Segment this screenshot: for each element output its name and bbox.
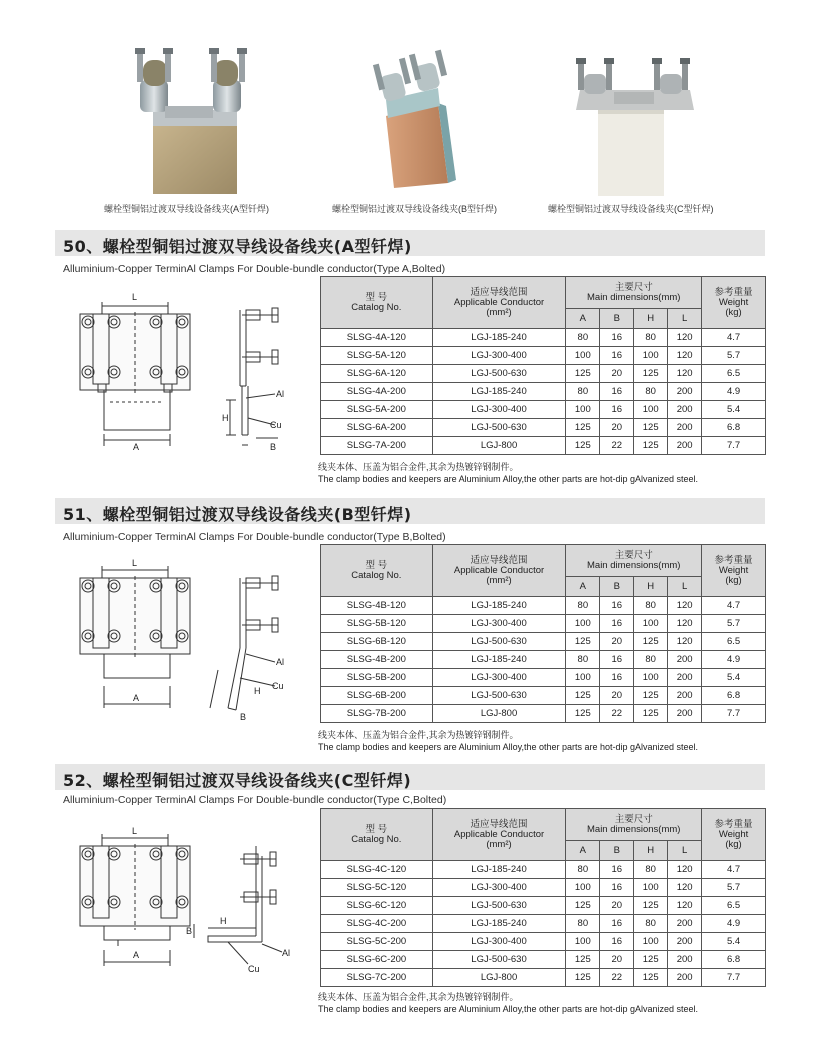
dim-label-h: H xyxy=(222,413,229,423)
table-cell: 100 xyxy=(566,933,600,951)
photo-caption-b: 螺栓型铜铝过渡双导线设备线夹(B型钎焊) xyxy=(332,204,497,214)
header-text: Applicable Conductor xyxy=(453,564,545,576)
table-cell: SLSG-6C-200 xyxy=(321,951,433,969)
dim-label-b: B xyxy=(186,926,193,936)
table-row xyxy=(321,915,766,933)
table-cell: 20 xyxy=(600,419,634,437)
note-en: The clamp bodies and keepers are Aluminium Alloy,the other parts are hot-dip gAlvanized steel. xyxy=(318,742,699,752)
table-cell: 200 xyxy=(668,933,702,951)
table-cell: 100 xyxy=(566,347,600,365)
header-text: L xyxy=(668,841,702,861)
header-text: (mm²) xyxy=(486,574,512,586)
header-text: (kg) xyxy=(725,306,742,318)
table-cell: 5.4 xyxy=(702,933,766,951)
section-title: 51、螺栓型铜铝过渡双导线设备线夹(B型钎焊) xyxy=(63,505,412,524)
header-text: 参考重量 xyxy=(714,286,753,298)
table-cell: 6.5 xyxy=(702,897,766,915)
header-text: (kg) xyxy=(725,574,742,586)
table-cell: 100 xyxy=(634,669,668,687)
table-cell: 100 xyxy=(634,933,668,951)
section-type-b xyxy=(0,498,826,758)
header-text: 适应导线范围 xyxy=(470,818,528,830)
table-cell: 200 xyxy=(668,705,702,723)
table-cell: LGJ-500-630 xyxy=(432,687,566,705)
table-cell: 80 xyxy=(566,329,600,347)
material-label-al: Al xyxy=(276,657,285,667)
table-cell: LGJ-500-630 xyxy=(432,365,566,383)
dim-label-h: H xyxy=(254,686,261,696)
table-cell: SLSG-4B-120 xyxy=(321,597,433,615)
spec-table-c xyxy=(320,808,766,987)
table-cell: LGJ-185-240 xyxy=(432,651,566,669)
table-cell: 200 xyxy=(668,669,702,687)
table-cell: 125 xyxy=(634,897,668,915)
header-text: 型 号 xyxy=(365,291,388,303)
section-type-c xyxy=(0,764,826,1024)
material-note xyxy=(318,461,698,485)
table-cell: 16 xyxy=(600,879,634,897)
table-row xyxy=(321,615,766,633)
table-cell: 125 xyxy=(634,969,668,987)
material-note xyxy=(318,991,698,1015)
table-cell: SLSG-5A-120 xyxy=(321,347,433,365)
table-cell: 16 xyxy=(600,915,634,933)
table-cell: SLSG-6C-120 xyxy=(321,897,433,915)
table-cell: 5.7 xyxy=(702,347,766,365)
header-text: L xyxy=(668,577,702,597)
section-subtitle: Alluminium-Copper TerminAl Clamps For Double-bundle conductor(Type A,Bolted) xyxy=(63,263,446,275)
header-text: A xyxy=(566,309,600,329)
table-cell: SLSG-6A-200 xyxy=(321,419,433,437)
table-cell: 16 xyxy=(600,597,634,615)
dim-label-a: A xyxy=(133,950,140,960)
table-cell: 200 xyxy=(668,651,702,669)
table-cell: 100 xyxy=(634,401,668,419)
table-cell: LGJ-800 xyxy=(432,437,566,455)
table-cell: 5.7 xyxy=(702,879,766,897)
table-row xyxy=(321,861,766,879)
table-row xyxy=(321,419,766,437)
table-row xyxy=(321,347,766,365)
header-text: 主要尺寸 xyxy=(614,549,653,561)
table-cell: LGJ-500-630 xyxy=(432,419,566,437)
col-header-weight xyxy=(702,277,766,329)
col-header-catalog xyxy=(321,545,433,597)
photo-caption-a: 螺栓型铜铝过渡双导线设备线夹(A型钎焊) xyxy=(104,204,269,214)
table-cell: 125 xyxy=(634,687,668,705)
spec-table-b xyxy=(320,544,766,723)
table-cell: 80 xyxy=(566,597,600,615)
technical-drawing-b xyxy=(60,558,300,733)
header-text: H xyxy=(634,577,668,597)
table-cell: 22 xyxy=(600,705,634,723)
dim-label-a: A xyxy=(133,442,140,452)
table-cell: 20 xyxy=(600,365,634,383)
header-text: Catalog No. xyxy=(351,301,402,313)
table-cell: SLSG-4A-200 xyxy=(321,383,433,401)
table-cell: 125 xyxy=(634,419,668,437)
table-row xyxy=(321,651,766,669)
table-cell: 16 xyxy=(600,347,634,365)
table-cell: 120 xyxy=(668,633,702,651)
table-cell: 6.8 xyxy=(702,419,766,437)
table-cell: LGJ-300-400 xyxy=(432,401,566,419)
table-cell: LGJ-185-240 xyxy=(432,861,566,879)
header-text: H xyxy=(634,841,668,861)
header-text: Main dimensions(mm) xyxy=(587,823,681,835)
note-cn: 线夹本体、压盖为铝合金件,其余为热镀锌钢制件。 xyxy=(318,992,519,1002)
table-cell: 80 xyxy=(634,383,668,401)
col-header-dimensions xyxy=(566,809,702,841)
table-cell: 4.7 xyxy=(702,329,766,347)
table-cell: 200 xyxy=(668,915,702,933)
table-cell: SLSG-6B-200 xyxy=(321,687,433,705)
table-cell: 16 xyxy=(600,615,634,633)
col-header-conductor xyxy=(432,545,566,597)
table-cell: 125 xyxy=(566,951,600,969)
table-cell: 80 xyxy=(566,861,600,879)
header-text: Main dimensions(mm) xyxy=(587,559,681,571)
material-note xyxy=(318,729,698,753)
table-cell: 7.7 xyxy=(702,969,766,987)
header-text: (mm²) xyxy=(486,306,512,318)
table-cell: 120 xyxy=(668,615,702,633)
header-text: Weight xyxy=(718,296,749,308)
table-cell: SLSG-6B-120 xyxy=(321,633,433,651)
product-photos xyxy=(0,0,826,220)
table-cell: 100 xyxy=(566,615,600,633)
table-cell: SLSG-5C-200 xyxy=(321,933,433,951)
section-subtitle: Alluminium-Copper TerminAl Clamps For Double-bundle conductor(Type B,Bolted) xyxy=(63,531,446,543)
table-cell: 4.7 xyxy=(702,597,766,615)
table-cell: LGJ-300-400 xyxy=(432,879,566,897)
section-title: 50、螺栓型铜铝过渡双导线设备线夹(A型钎焊) xyxy=(63,237,412,256)
note-cn: 线夹本体、压盖为铝合金件,其余为热镀锌钢制件。 xyxy=(318,730,519,740)
table-row xyxy=(321,933,766,951)
table-cell: 200 xyxy=(668,437,702,455)
note-en: The clamp bodies and keepers are Aluminium Alloy,the other parts are hot-dip gAlvanized steel. xyxy=(318,1004,699,1014)
section-header xyxy=(55,230,765,256)
col-header-weight xyxy=(702,545,766,597)
header-text: Catalog No. xyxy=(351,569,402,581)
header-text: 适应导线范围 xyxy=(470,554,528,566)
table-cell: 80 xyxy=(634,597,668,615)
table-row xyxy=(321,597,766,615)
table-cell: 125 xyxy=(566,705,600,723)
table-cell: SLSG-7C-200 xyxy=(321,969,433,987)
dim-label-l: L xyxy=(132,558,138,568)
header-text: A xyxy=(566,841,600,861)
table-cell: 4.9 xyxy=(702,383,766,401)
dim-label-h: H xyxy=(220,916,227,926)
header-text: B xyxy=(600,309,634,329)
header-text: Main dimensions(mm) xyxy=(587,291,681,303)
col-header-dimensions xyxy=(566,277,702,309)
table-cell: 20 xyxy=(600,633,634,651)
table-row xyxy=(321,879,766,897)
col-header-conductor xyxy=(432,277,566,329)
table-row xyxy=(321,705,766,723)
table-cell: 125 xyxy=(566,687,600,705)
table-cell: 120 xyxy=(668,365,702,383)
table-cell: SLSG-7A-200 xyxy=(321,437,433,455)
table-cell: LGJ-185-240 xyxy=(432,915,566,933)
table-cell: 80 xyxy=(566,651,600,669)
table-cell: 200 xyxy=(668,383,702,401)
table-cell: 16 xyxy=(600,651,634,669)
table-cell: LGJ-185-240 xyxy=(432,329,566,347)
table-cell: 125 xyxy=(566,897,600,915)
table-cell: 100 xyxy=(634,615,668,633)
clamp-photo-a xyxy=(125,40,260,195)
table-cell: LGJ-185-240 xyxy=(432,597,566,615)
material-label-cu: Cu xyxy=(270,420,282,430)
table-cell: 125 xyxy=(566,419,600,437)
table-cell: 100 xyxy=(566,669,600,687)
table-cell: SLSG-4C-120 xyxy=(321,861,433,879)
table-cell: 120 xyxy=(668,347,702,365)
header-text: Applicable Conductor xyxy=(453,296,545,308)
table-row xyxy=(321,383,766,401)
header-text: 型 号 xyxy=(365,559,388,571)
table-cell: LGJ-500-630 xyxy=(432,633,566,651)
table-cell: 100 xyxy=(566,879,600,897)
table-cell: 125 xyxy=(634,705,668,723)
table-cell: 5.7 xyxy=(702,615,766,633)
table-cell: SLSG-5B-200 xyxy=(321,669,433,687)
table-cell: 200 xyxy=(668,687,702,705)
table-cell: 120 xyxy=(668,879,702,897)
table-cell: LGJ-800 xyxy=(432,969,566,987)
table-cell: SLSG-4C-200 xyxy=(321,915,433,933)
table-cell: 200 xyxy=(668,419,702,437)
table-cell: 125 xyxy=(566,969,600,987)
header-text: L xyxy=(668,309,702,329)
table-cell: 22 xyxy=(600,437,634,455)
table-row xyxy=(321,687,766,705)
note-cn: 线夹本体、压盖为铝合金件,其余为热镀锌钢制件。 xyxy=(318,462,519,472)
table-row xyxy=(321,669,766,687)
col-header-conductor xyxy=(432,809,566,861)
table-cell: SLSG-5B-120 xyxy=(321,615,433,633)
header-text: 适应导线范围 xyxy=(470,286,528,298)
section-header xyxy=(55,498,765,524)
section-title: 52、螺栓型铜铝过渡双导线设备线夹(C型钎焊) xyxy=(63,771,412,790)
section-type-a xyxy=(0,230,826,490)
table-cell: 5.4 xyxy=(702,401,766,419)
table-cell: SLSG-4B-200 xyxy=(321,651,433,669)
table-cell: 80 xyxy=(566,383,600,401)
table-cell: 6.5 xyxy=(702,365,766,383)
table-row xyxy=(321,437,766,455)
table-cell: 100 xyxy=(634,347,668,365)
table-cell: 80 xyxy=(634,651,668,669)
note-en: The clamp bodies and keepers are Aluminium Alloy,the other parts are hot-dip gAlvanized steel. xyxy=(318,474,699,484)
table-cell: LGJ-800 xyxy=(432,705,566,723)
table-cell: 125 xyxy=(634,633,668,651)
material-label-cu: Cu xyxy=(248,964,260,974)
dim-label-l: L xyxy=(132,292,138,302)
table-cell: SLSG-5A-200 xyxy=(321,401,433,419)
table-cell: LGJ-300-400 xyxy=(432,933,566,951)
table-cell: LGJ-500-630 xyxy=(432,951,566,969)
header-text: 型 号 xyxy=(365,823,388,835)
material-label-al: Al xyxy=(282,948,291,958)
table-cell: 6.8 xyxy=(702,687,766,705)
table-row xyxy=(321,633,766,651)
table-cell: 16 xyxy=(600,861,634,879)
header-text: 参考重量 xyxy=(714,818,753,830)
table-cell: 120 xyxy=(668,597,702,615)
col-header-catalog xyxy=(321,277,433,329)
table-cell: 120 xyxy=(668,861,702,879)
header-text: H xyxy=(634,309,668,329)
table-cell: 80 xyxy=(566,915,600,933)
table-cell: 4.7 xyxy=(702,861,766,879)
table-cell: 200 xyxy=(668,969,702,987)
table-cell: 20 xyxy=(600,951,634,969)
table-row xyxy=(321,401,766,419)
table-cell: LGJ-300-400 xyxy=(432,347,566,365)
table-cell: 5.4 xyxy=(702,669,766,687)
table-cell: 80 xyxy=(634,861,668,879)
col-header-catalog xyxy=(321,809,433,861)
header-text: Weight xyxy=(718,564,749,576)
table-cell: SLSG-4A-120 xyxy=(321,329,433,347)
table-cell: SLSG-6A-120 xyxy=(321,365,433,383)
col-header-dimensions xyxy=(566,545,702,577)
table-row xyxy=(321,897,766,915)
table-cell: LGJ-500-630 xyxy=(432,897,566,915)
table-cell: 125 xyxy=(566,633,600,651)
header-text: 主要尺寸 xyxy=(614,813,653,825)
section-subtitle: Alluminium-Copper TerminAl Clamps For Double-bundle conductor(Type C,Bolted) xyxy=(63,794,447,806)
photo-caption-c: 螺栓型铜铝过渡双导线设备线夹(C型钎焊) xyxy=(548,204,714,214)
table-cell: LGJ-300-400 xyxy=(432,615,566,633)
table-row xyxy=(321,969,766,987)
table-cell: 7.7 xyxy=(702,437,766,455)
table-cell: SLSG-7B-200 xyxy=(321,705,433,723)
technical-drawing-a xyxy=(60,290,300,465)
header-text: (kg) xyxy=(725,838,742,850)
table-cell: 16 xyxy=(600,401,634,419)
table-cell: 125 xyxy=(634,365,668,383)
header-text: Applicable Conductor xyxy=(453,828,545,840)
table-cell: 4.9 xyxy=(702,651,766,669)
technical-drawing-c xyxy=(60,826,300,1001)
table-cell: 16 xyxy=(600,383,634,401)
dim-label-a: A xyxy=(133,693,140,703)
table-cell: 22 xyxy=(600,969,634,987)
dim-label-b: B xyxy=(270,442,277,452)
table-cell: LGJ-185-240 xyxy=(432,383,566,401)
material-label-cu: Cu xyxy=(272,681,284,691)
header-text: (mm²) xyxy=(486,838,512,850)
table-cell: 120 xyxy=(668,329,702,347)
table-row xyxy=(321,329,766,347)
header-text: Catalog No. xyxy=(351,833,402,845)
table-row xyxy=(321,951,766,969)
table-cell: 20 xyxy=(600,687,634,705)
table-cell: 125 xyxy=(634,437,668,455)
table-cell: 200 xyxy=(668,401,702,419)
table-cell: 7.7 xyxy=(702,705,766,723)
header-text: B xyxy=(600,577,634,597)
material-label-al: Al xyxy=(276,389,285,399)
header-text: B xyxy=(600,841,634,861)
table-cell: 20 xyxy=(600,897,634,915)
table-row xyxy=(321,365,766,383)
header-text: Weight xyxy=(718,828,749,840)
table-cell: 6.5 xyxy=(702,633,766,651)
table-cell: SLSG-5C-120 xyxy=(321,879,433,897)
clamp-photo-c xyxy=(570,52,700,200)
table-cell: 16 xyxy=(600,933,634,951)
table-cell: 200 xyxy=(668,951,702,969)
table-cell: LGJ-300-400 xyxy=(432,669,566,687)
table-cell: 100 xyxy=(566,401,600,419)
table-cell: 80 xyxy=(634,915,668,933)
table-cell: 16 xyxy=(600,329,634,347)
table-cell: 120 xyxy=(668,897,702,915)
section-header xyxy=(55,764,765,790)
dim-label-b: B xyxy=(240,712,247,722)
table-cell: 80 xyxy=(634,329,668,347)
header-text: A xyxy=(566,577,600,597)
table-cell: 125 xyxy=(566,365,600,383)
table-cell: 16 xyxy=(600,669,634,687)
clamp-photo-b xyxy=(368,48,478,198)
table-cell: 6.8 xyxy=(702,951,766,969)
spec-table-a xyxy=(320,276,766,455)
dim-label-l: L xyxy=(132,826,138,836)
header-text: 参考重量 xyxy=(714,554,753,566)
header-text: 主要尺寸 xyxy=(614,281,653,293)
table-cell: 125 xyxy=(634,951,668,969)
col-header-weight xyxy=(702,809,766,861)
table-cell: 125 xyxy=(566,437,600,455)
table-cell: 100 xyxy=(634,879,668,897)
table-cell: 4.9 xyxy=(702,915,766,933)
